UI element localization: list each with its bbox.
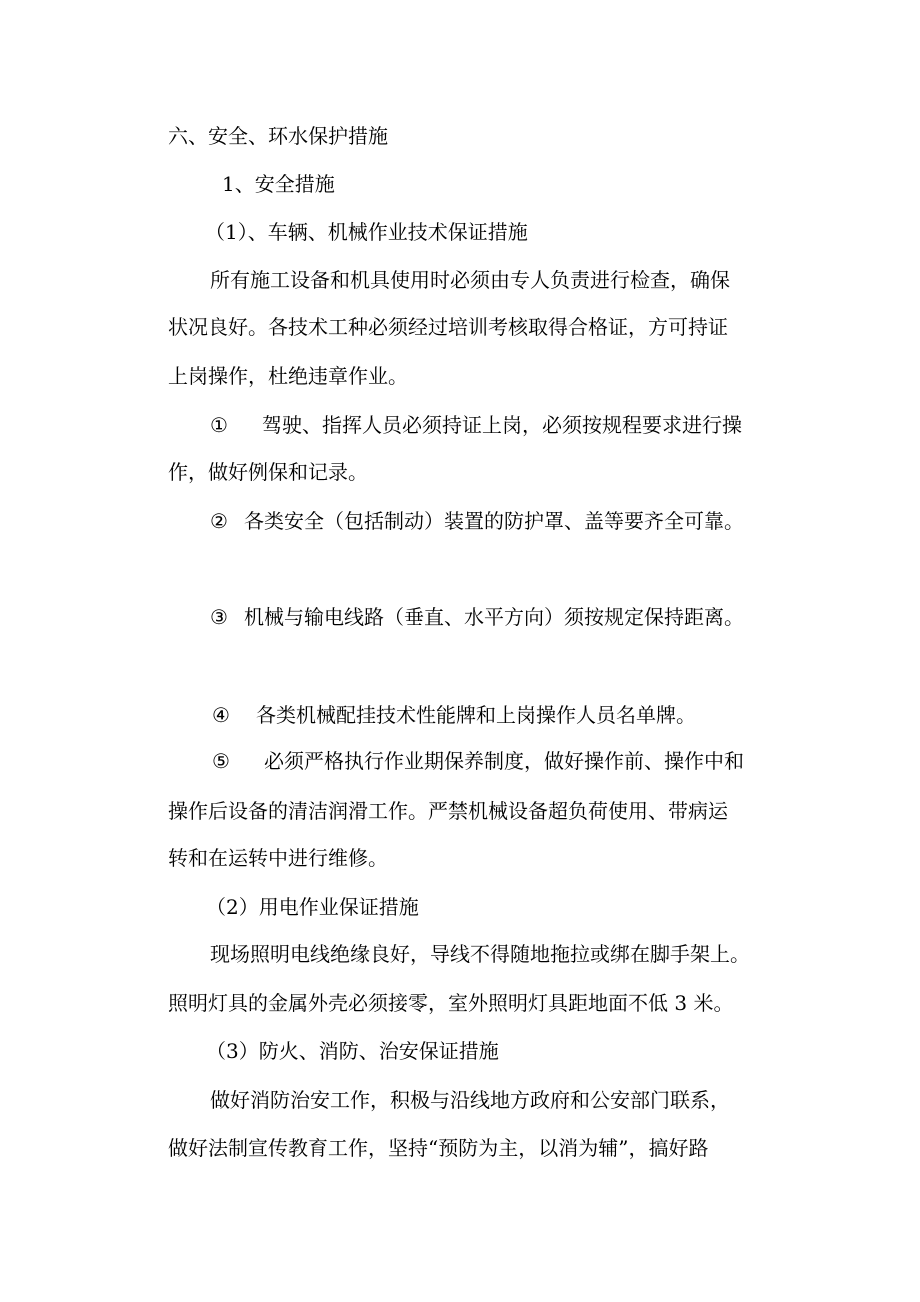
item-text: 转和在运转中进行维修。 [168,846,388,870]
item-marker: ① [210,413,228,437]
item-text: 机械与输电线路（垂直、水平方向）须按规定保持距离。 [244,605,744,629]
part2-paragraph-line: 现场照明电线绝缘良好，导线不得随地拖拉或绑在脚手架上。 [210,942,750,966]
part1-heading: （1）、车辆、机械作业技术保证措施 [205,220,528,244]
part2-paragraph-line: 照明灯具的金属外壳必须接零，室外照明灯具距地面不低 3 米。 [168,991,734,1015]
part3-heading: （3）防火、消防、治安保证措施 [206,1039,499,1063]
part1-paragraph-line: 所有施工设备和机具使用时必须由专人负责进行检查，确保 [210,268,730,292]
item-text: 各类机械配挂技术性能牌和上岗操作人员名单牌。 [256,703,696,727]
item-text: 操作后设备的清洁润滑工作。严禁机械设备超负荷使用、带病运 [168,799,728,823]
subsection-title: 1、安全措施 [222,172,335,196]
part3-paragraph-line: 做好消防治安工作，积极与沿线地方政府和公安部门联系， [210,1088,730,1112]
item-marker: ⑤ [212,749,230,773]
part2-heading: （2）用电作业保证措施 [206,895,419,919]
item-marker: ③ [210,605,228,629]
item-marker: ② [210,509,228,533]
part1-paragraph-line: 状况良好。各技术工种必须经过培训考核取得合格证，方可持证 [168,315,728,339]
section-title: 六、安全、环水保护措施 [168,124,388,148]
item-text: 作，做好例保和记录。 [168,460,368,484]
item-text: 各类安全（包括制动）装置的防护罩、盖等要齐全可靠。 [244,509,744,533]
item-marker: ④ [212,703,230,727]
item-text: 必须严格执行作业期保养制度，做好操作前、操作中和 [264,749,744,773]
part1-paragraph-line: 上岗操作，杜绝违章作业。 [168,364,408,388]
item-text: 驾驶、指挥人员必须持证上岗，必须按规程要求进行操 [262,413,742,437]
part3-paragraph-line: 做好法制宣传教育工作，坚持“预防为主，以消为辅”，搞好路 [168,1136,709,1160]
